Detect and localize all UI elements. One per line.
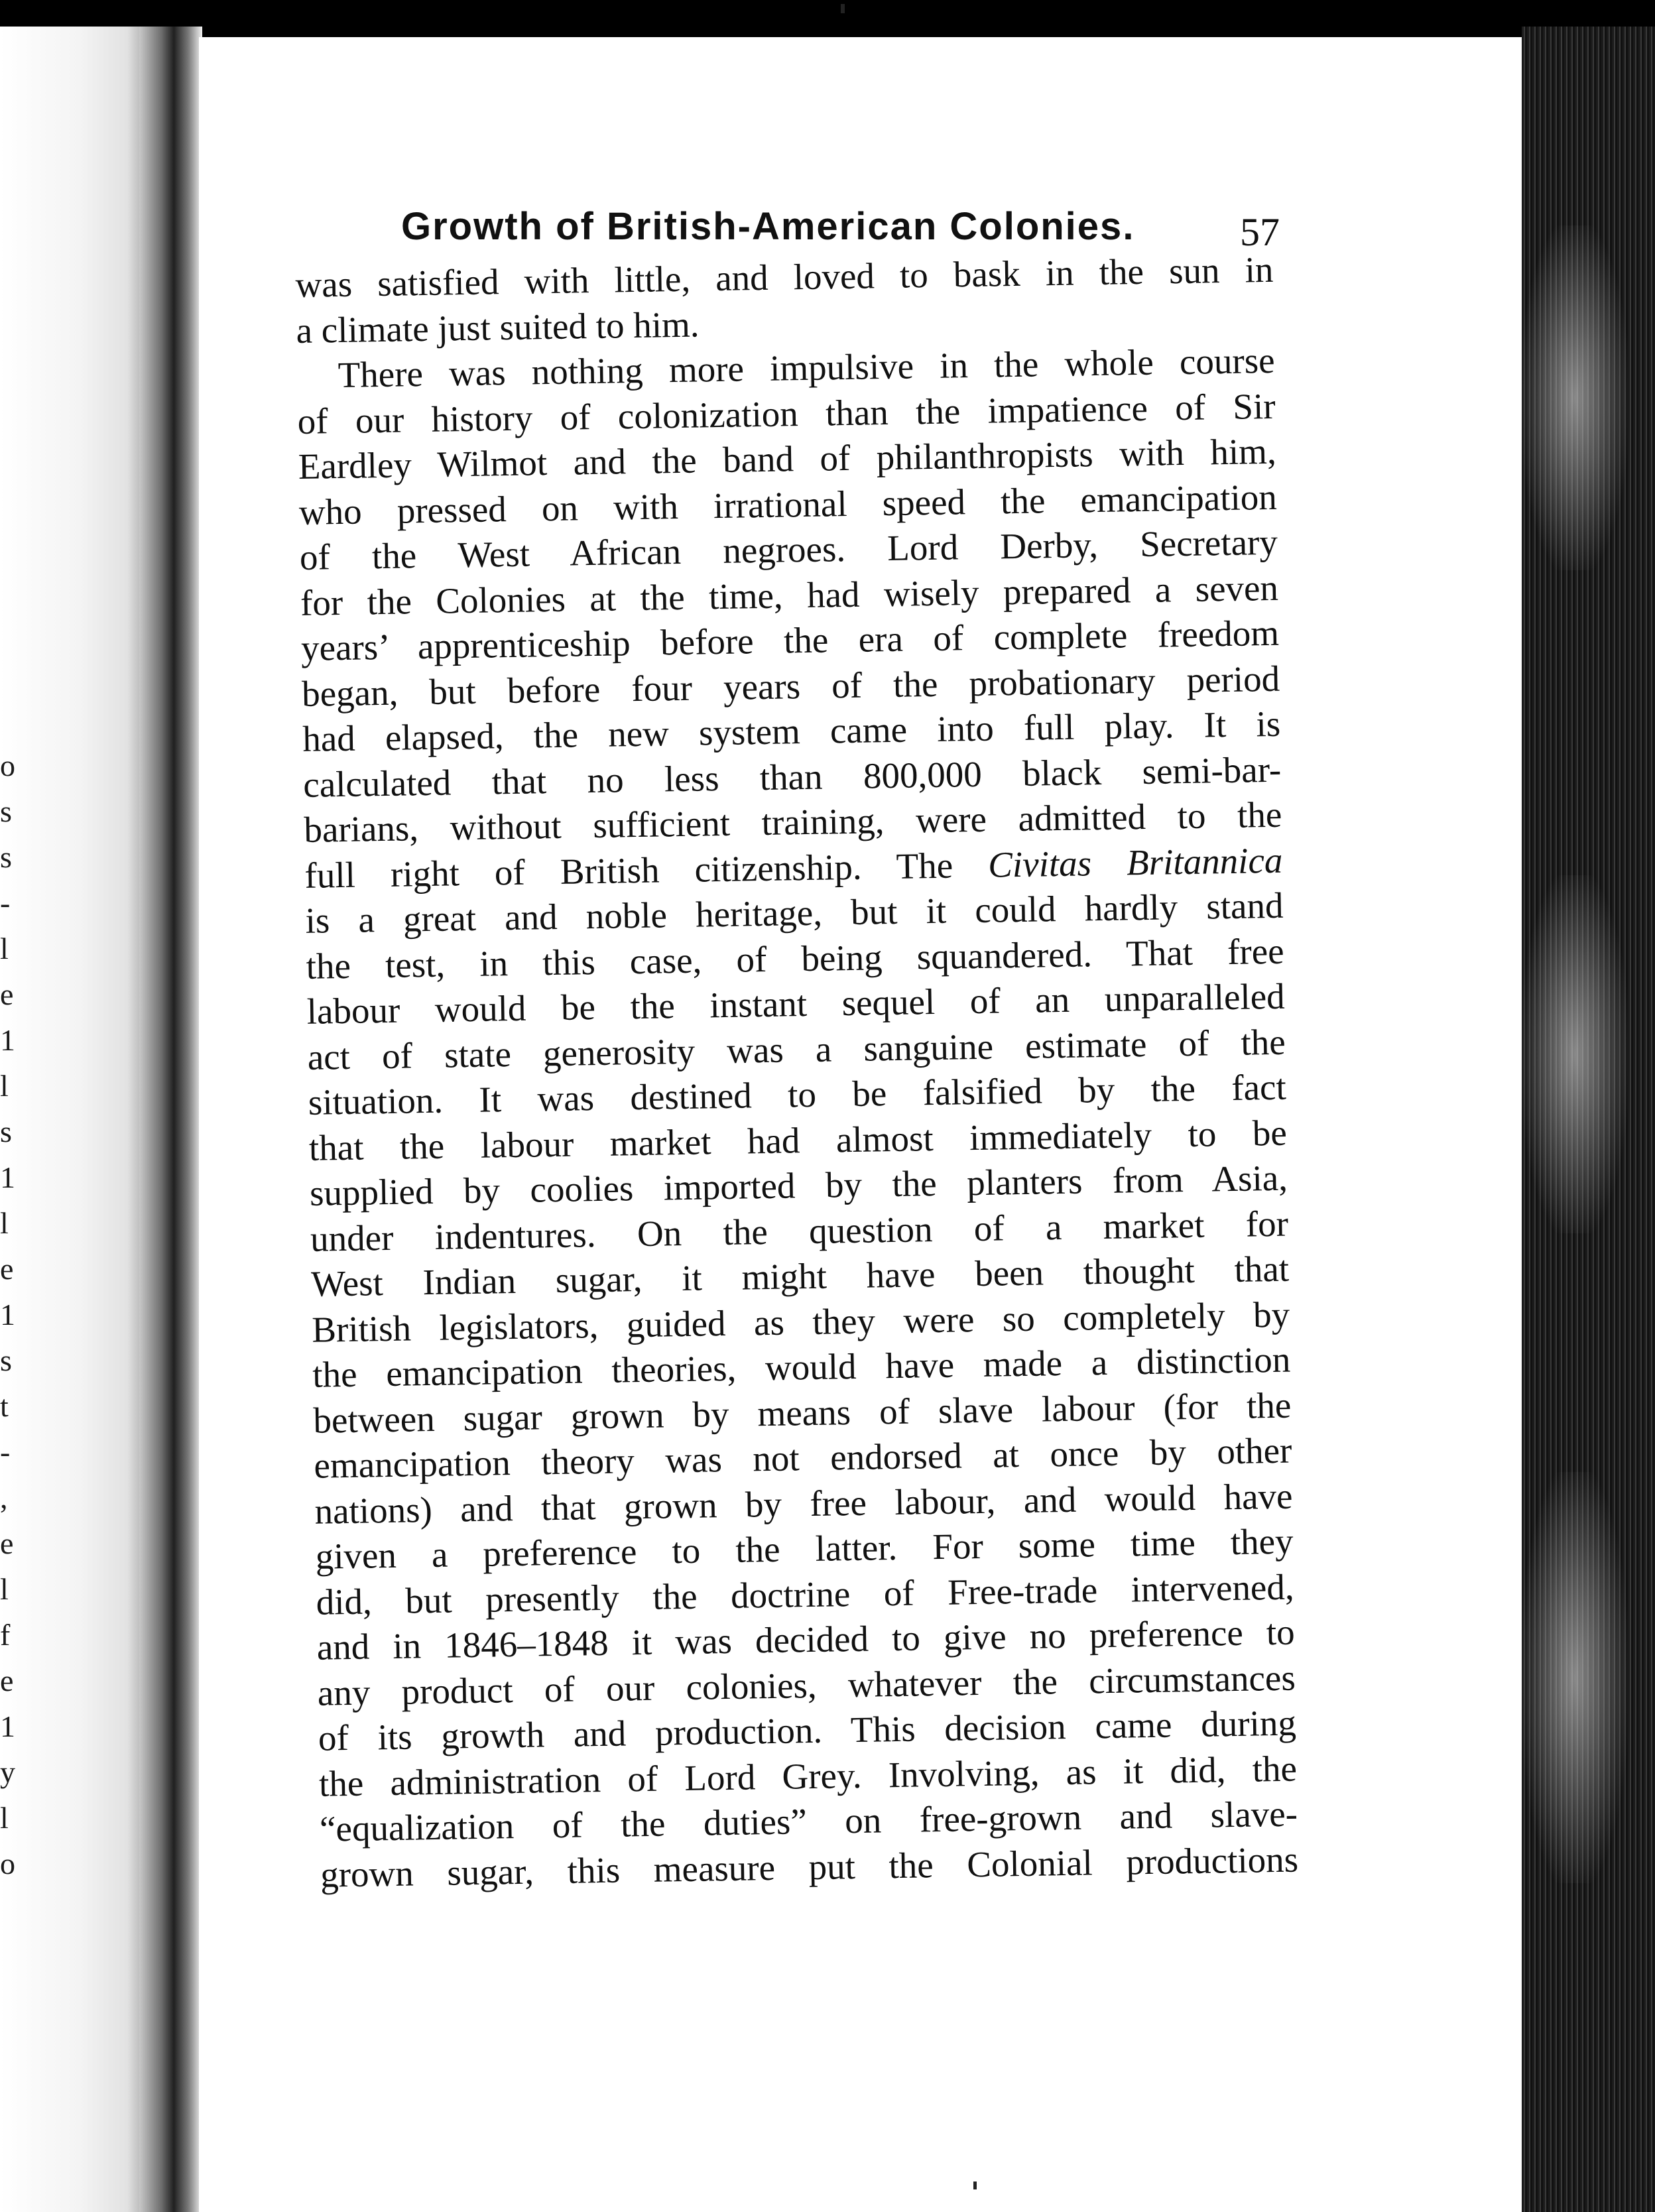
facing-page-fragment: l bbox=[0, 932, 9, 965]
text-line-segment: full right of British citizenship. The bbox=[304, 844, 989, 896]
facing-page-fragment: t bbox=[0, 1389, 9, 1423]
facing-page-fragment: s bbox=[0, 840, 12, 874]
scan-top-edge bbox=[0, 0, 1655, 37]
text-line: “equalization of the duties” on free-grown and slave- bbox=[319, 1793, 1298, 1849]
text-line: the test, in this case, of being squandered. That free bbox=[306, 930, 1284, 987]
facing-page-fragment: s bbox=[0, 794, 12, 828]
text-line: under indentures. On the question of a market for bbox=[310, 1203, 1289, 1259]
text-line: of our history of colonization than the impatience of Sir bbox=[297, 385, 1276, 442]
text-line: act of state generosity was a sanguine estimate of the bbox=[307, 1021, 1286, 1077]
text-line: nations) and that grown by free labour, and would have bbox=[314, 1475, 1293, 1532]
italic-phrase: Civitas Britannica bbox=[987, 839, 1283, 885]
facing-page-fragment: l bbox=[0, 1572, 9, 1606]
facing-page-fragment: 1 bbox=[0, 1023, 15, 1057]
text-line: grown sugar, this measure put the Colonial productions bbox=[320, 1839, 1299, 1895]
book-gutter-shadow bbox=[139, 27, 202, 2212]
text-line: of the West African negroes. Lord Derby, Secretary bbox=[299, 521, 1278, 578]
text-line: of its growth and production. This decision came during bbox=[318, 1702, 1297, 1758]
text-line: did, but presently the doctrine of Free-trade intervened, bbox=[316, 1566, 1295, 1623]
facing-page-fragment: o bbox=[0, 749, 15, 782]
facing-page-fragment: s bbox=[0, 1343, 12, 1377]
scan-speck bbox=[841, 4, 845, 13]
facing-page-fragment: , bbox=[0, 1481, 8, 1514]
facing-page-fragment: l bbox=[0, 1069, 9, 1103]
facing-page-fragment: 1 bbox=[0, 1709, 15, 1743]
facing-page-fragment: e bbox=[0, 1252, 14, 1286]
text-line: Eardley Wilmot and the band of philanthropists with him, bbox=[298, 430, 1277, 487]
facing-page-fragment: l bbox=[0, 1206, 9, 1240]
text-line: labour would be the instant sequel of an unparalleled bbox=[306, 975, 1286, 1032]
text-line: and in 1846–1848 it was decided to give no preference to bbox=[316, 1611, 1296, 1668]
text-line: supplied by coolies imported by the planters from Asia, bbox=[309, 1157, 1288, 1213]
facing-page-fragment: 1 bbox=[0, 1298, 15, 1331]
text-line: situation. It was destined to be falsified by the fact bbox=[308, 1066, 1287, 1123]
text-line: the administration of Lord Grey. Involving, as it did, the bbox=[318, 1748, 1298, 1804]
text-line: was satisfied with little, and loved to bask in the sun in bbox=[295, 249, 1274, 305]
text-line: barians, without sufficient training, were admitted to the bbox=[303, 794, 1282, 850]
facing-page-fragment: e bbox=[0, 977, 14, 1011]
text-line: British legislators, guided as they were so completely by bbox=[311, 1294, 1290, 1350]
text-line: There was nothing more impulsive in the whole course bbox=[337, 339, 1275, 396]
book-page bbox=[199, 37, 1522, 2212]
facing-page-edge bbox=[0, 27, 159, 2212]
page-number: 57 bbox=[1240, 210, 1280, 254]
facing-page-fragment: l bbox=[0, 1801, 9, 1835]
text-line: for the Colonies at the time, had wisely prepared a seven bbox=[300, 567, 1279, 623]
text-line: years’ apprenticeship before the era of complete freedom bbox=[300, 612, 1280, 668]
facing-page-fragment: 1 bbox=[0, 1160, 15, 1194]
book-fore-edge bbox=[1522, 27, 1655, 2212]
facing-page-fragment: - bbox=[0, 1435, 11, 1469]
facing-page-fragment: s bbox=[0, 1115, 12, 1148]
facing-page-fragment: f bbox=[0, 1618, 11, 1652]
body-text bbox=[295, 247, 1299, 1898]
text-line: calculated that no less than 800,000 black semi-bar- bbox=[302, 749, 1282, 805]
facing-page-fragment: e bbox=[0, 1526, 14, 1560]
running-title: Growth of British-American Colonies. bbox=[401, 205, 1135, 248]
text-line: between sugar grown by means of slave labour (for the bbox=[312, 1384, 1292, 1441]
facing-page-fragment: - bbox=[0, 886, 11, 920]
text-line: emancipation theory was not endorsed at once by other bbox=[314, 1430, 1292, 1486]
facing-page-fragment: o bbox=[0, 1847, 15, 1880]
text-line: that the labour market had almost immediately to be bbox=[308, 1112, 1288, 1168]
text-line: a climate just suited to him. bbox=[296, 303, 700, 351]
facing-page-text-fragments bbox=[0, 743, 27, 1886]
text-line: the emancipation theories, would have made a distinction bbox=[312, 1339, 1291, 1395]
text-line: is a great and noble heritage, but it could hardly stand bbox=[305, 885, 1284, 941]
text-line: had elapsed, the new system came into full play. It is bbox=[302, 703, 1281, 759]
running-head bbox=[199, 184, 1522, 257]
scan-speck bbox=[973, 2181, 977, 2189]
facing-page-fragment: y bbox=[0, 1755, 15, 1789]
text-line: given a preference to the latter. For some time they bbox=[315, 1520, 1294, 1577]
text-line: West Indian sugar, it might have been thought that bbox=[310, 1248, 1290, 1304]
text-line: began, but before four years of the probationary period bbox=[301, 658, 1280, 714]
text-line: who pressed on with irrational speed the emancipation bbox=[298, 476, 1278, 532]
text-line: any product of our colonies, whatever the circumstances bbox=[317, 1657, 1296, 1713]
facing-page-fragment: e bbox=[0, 1664, 14, 1697]
